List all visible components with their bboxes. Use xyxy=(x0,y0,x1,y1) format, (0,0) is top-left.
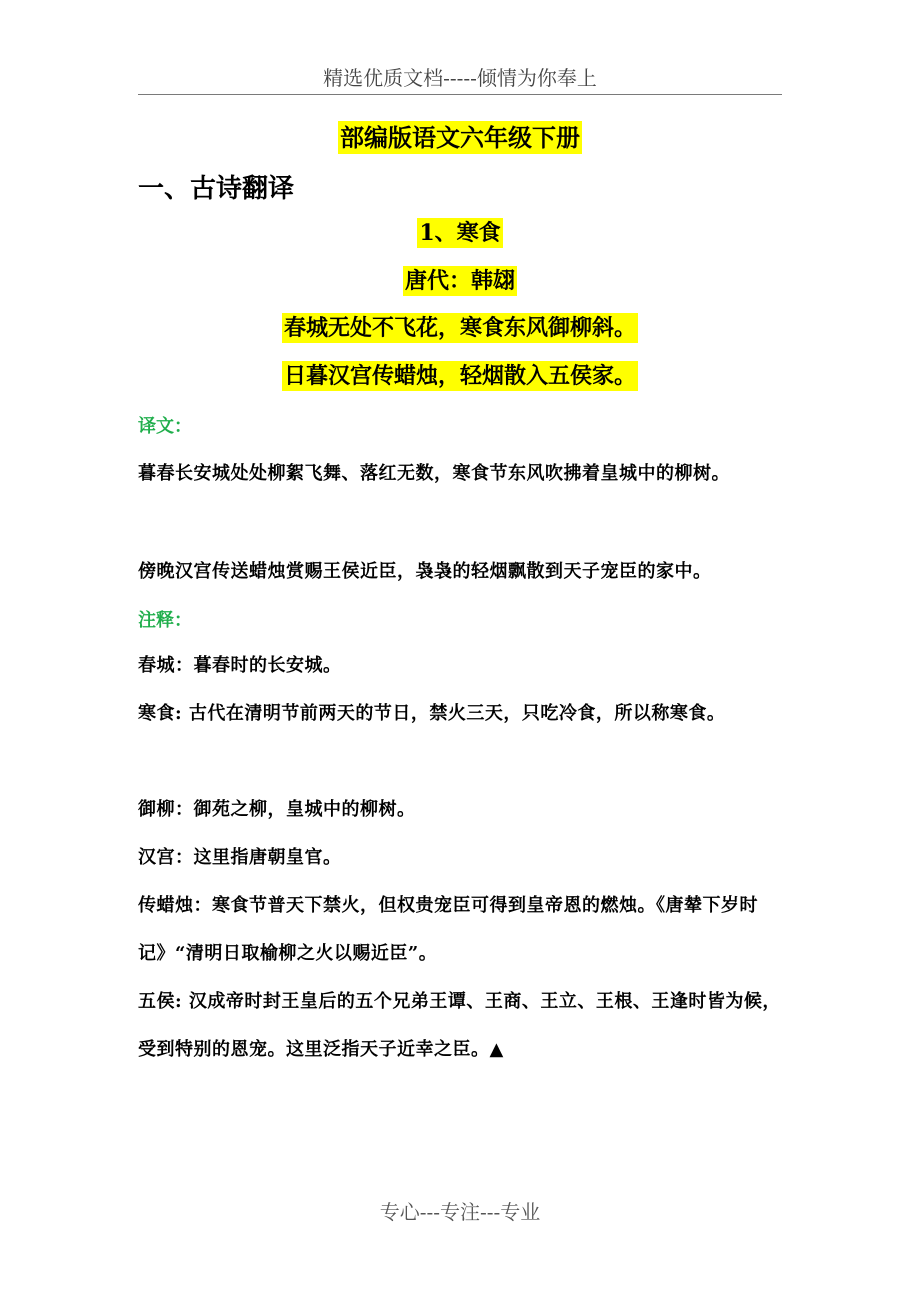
poem-title-line xyxy=(138,216,782,247)
poem-line-1: 春城无处不飞花，寒食东风御柳斜。 xyxy=(283,315,636,341)
document-title-line xyxy=(138,118,782,153)
note-wuhou: 五侯: 汉成帝时封王皇后的五个兄弟王谭、王商、王立、王根、王逢时皆为候，受到特别的恩宠。这里泛指天子近幸之臣。▲ xyxy=(138,991,781,1060)
poem-title: 1、寒食 xyxy=(419,220,501,246)
poem-author: 唐代：韩翃 xyxy=(404,268,515,294)
note-yuliu: 御柳：御苑之柳，皇城中的柳树。 xyxy=(138,799,416,820)
header-divider xyxy=(138,94,782,95)
notes-label: 注释： xyxy=(138,610,192,631)
poem-author-line xyxy=(138,264,782,295)
page-footer: 专心---专注---专业 xyxy=(379,1200,541,1224)
translation-paragraph-2: 傍晚汉宫传送蜡烛赏赐王侯近臣，袅袅的轻烟飘散到天子宠臣的家中。 xyxy=(138,561,712,582)
poem-line-1-row xyxy=(138,311,782,342)
note-hanshi: 寒食: 古代在清明节前两天的节日，禁火三天，只吃冷食，所以称寒食。 xyxy=(138,703,726,724)
poem-line-2: 日暮汉宫传蜡烛，轻烟散入五侯家。 xyxy=(283,363,636,389)
page-header: 精选优质文档-----倾情为你奉上 xyxy=(323,66,597,90)
translation-paragraph-1: 暮春长安城处处柳絮飞舞、落红无数，寒食节东风吹拂着皇城中的柳树。 xyxy=(138,463,730,484)
section-heading: 一、古诗翻译 xyxy=(138,174,295,204)
translation-label: 译文： xyxy=(138,416,192,437)
poem-line-2-row xyxy=(138,359,782,390)
note-chuanlazhu: 传蜡烛：寒食节普天下禁火，但权贵宠臣可得到皇帝恩的燃烛。《唐辇下岁时记》“清明日取榆柳之火以赐近臣”。 xyxy=(138,895,758,964)
note-chuncheng: 春城：暮春时的长安城。 xyxy=(138,655,342,676)
note-hangong: 汉宫：这里指唐朝皇官。 xyxy=(138,847,342,868)
document-title: 部编版语文六年级下册 xyxy=(340,123,580,152)
